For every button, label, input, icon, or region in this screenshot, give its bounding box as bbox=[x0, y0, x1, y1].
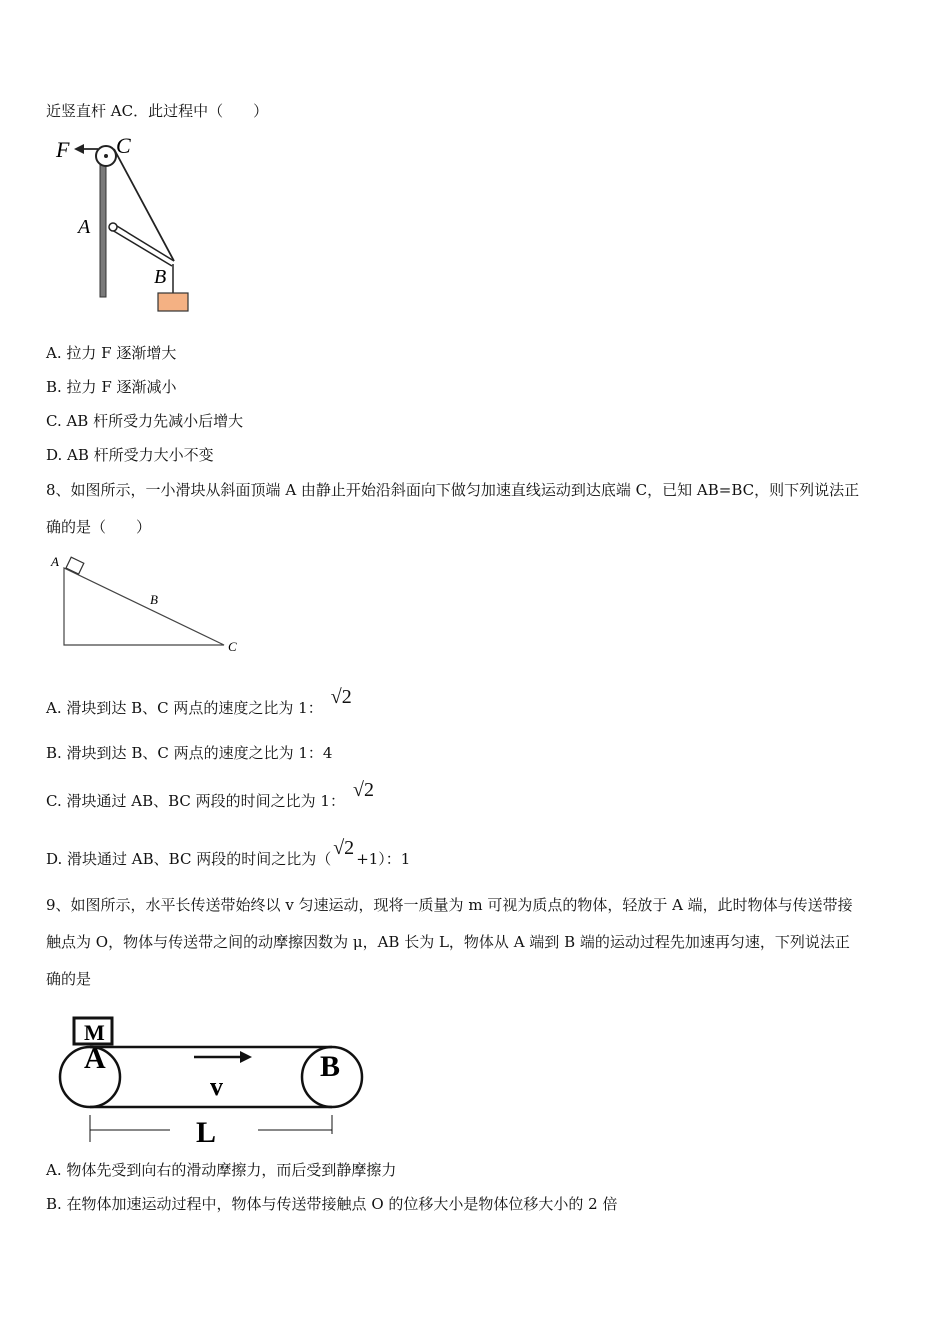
question-8-line-2: 确的是（ ） bbox=[46, 518, 152, 536]
label-C: C bbox=[116, 133, 131, 158]
q8-option-c-text: C. 滑块通过 AB、BC 两段的时间之比为 1： bbox=[46, 792, 345, 810]
label-M: M bbox=[84, 1020, 105, 1045]
label-F: F bbox=[56, 137, 70, 162]
question-7-tail: 近竖直杆 AC．此过程中（ ） bbox=[46, 102, 269, 120]
label-C: C bbox=[228, 639, 237, 654]
label-L: L bbox=[196, 1116, 217, 1149]
q8-option-c bbox=[46, 779, 374, 811]
label-B: B bbox=[320, 1050, 341, 1083]
figure-8-incline bbox=[46, 548, 246, 658]
question-9-line-3: 确的是 bbox=[46, 970, 92, 988]
label-A: A bbox=[51, 554, 59, 569]
label-A: A bbox=[78, 216, 91, 238]
q7-option-a: A. 拉力 F 逐渐增大 bbox=[46, 344, 177, 362]
label-v: v bbox=[210, 1072, 223, 1101]
q7-option-c: C. AB 杆所受力先减小后增大 bbox=[46, 412, 244, 430]
q7-option-b: B. 拉力 F 逐渐减小 bbox=[46, 378, 177, 396]
q7-option-d: D. AB 杆所受力大小不变 bbox=[46, 446, 214, 464]
label-B: B bbox=[150, 592, 158, 607]
sqrt-2: √2 bbox=[333, 837, 355, 859]
q9-option-b: B. 在物体加速运动过程中，物体与传送带接触点 O 的位移大小是物体位移大小的 2 倍 bbox=[46, 1195, 618, 1213]
q8-option-b: B. 滑块到达 B、C 两点的速度之比为 1：4 bbox=[46, 744, 333, 762]
question-8-line-1: 8、如图所示，一小滑块从斜面顶端 A 由静止开始沿斜面向下做匀加速直线运动到达底端 C，已知 AB=BC，则下列说法正 bbox=[46, 481, 860, 499]
sqrt-2: √2 bbox=[330, 686, 352, 708]
question-9-line-1: 9、如图所示，水平长传送带始终以 v 匀速运动，现将一质量为 m 可视为质点的物体，轻放于 A 端，此时物体与传送带接 bbox=[46, 896, 853, 914]
q8-option-a-text: A. 滑块到达 B、C 两点的速度之比为 1： bbox=[46, 699, 323, 717]
label-B: B bbox=[154, 266, 167, 288]
sqrt-2: √2 bbox=[352, 779, 374, 801]
q8-option-d bbox=[46, 837, 411, 869]
figure-7-pulley-rod bbox=[50, 133, 225, 318]
label-A: A bbox=[84, 1042, 106, 1075]
figure-9-conveyor bbox=[50, 1012, 380, 1152]
question-9-line-2: 触点为 O，物体与传送带之间的动摩擦因数为 μ，AB 长为 L，物体从 A 端到 B 端的运动过程先加速再匀速，下列说法正 bbox=[46, 933, 850, 951]
q8-option-a bbox=[46, 686, 352, 718]
q8-option-d-post: +1）：1 bbox=[356, 850, 411, 868]
q8-option-d-pre: D. 滑块通过 AB、BC 两段的时间之比为（ bbox=[46, 850, 332, 868]
q9-option-a: A. 物体先受到向右的滑动摩擦力，而后受到静摩擦力 bbox=[46, 1161, 397, 1179]
